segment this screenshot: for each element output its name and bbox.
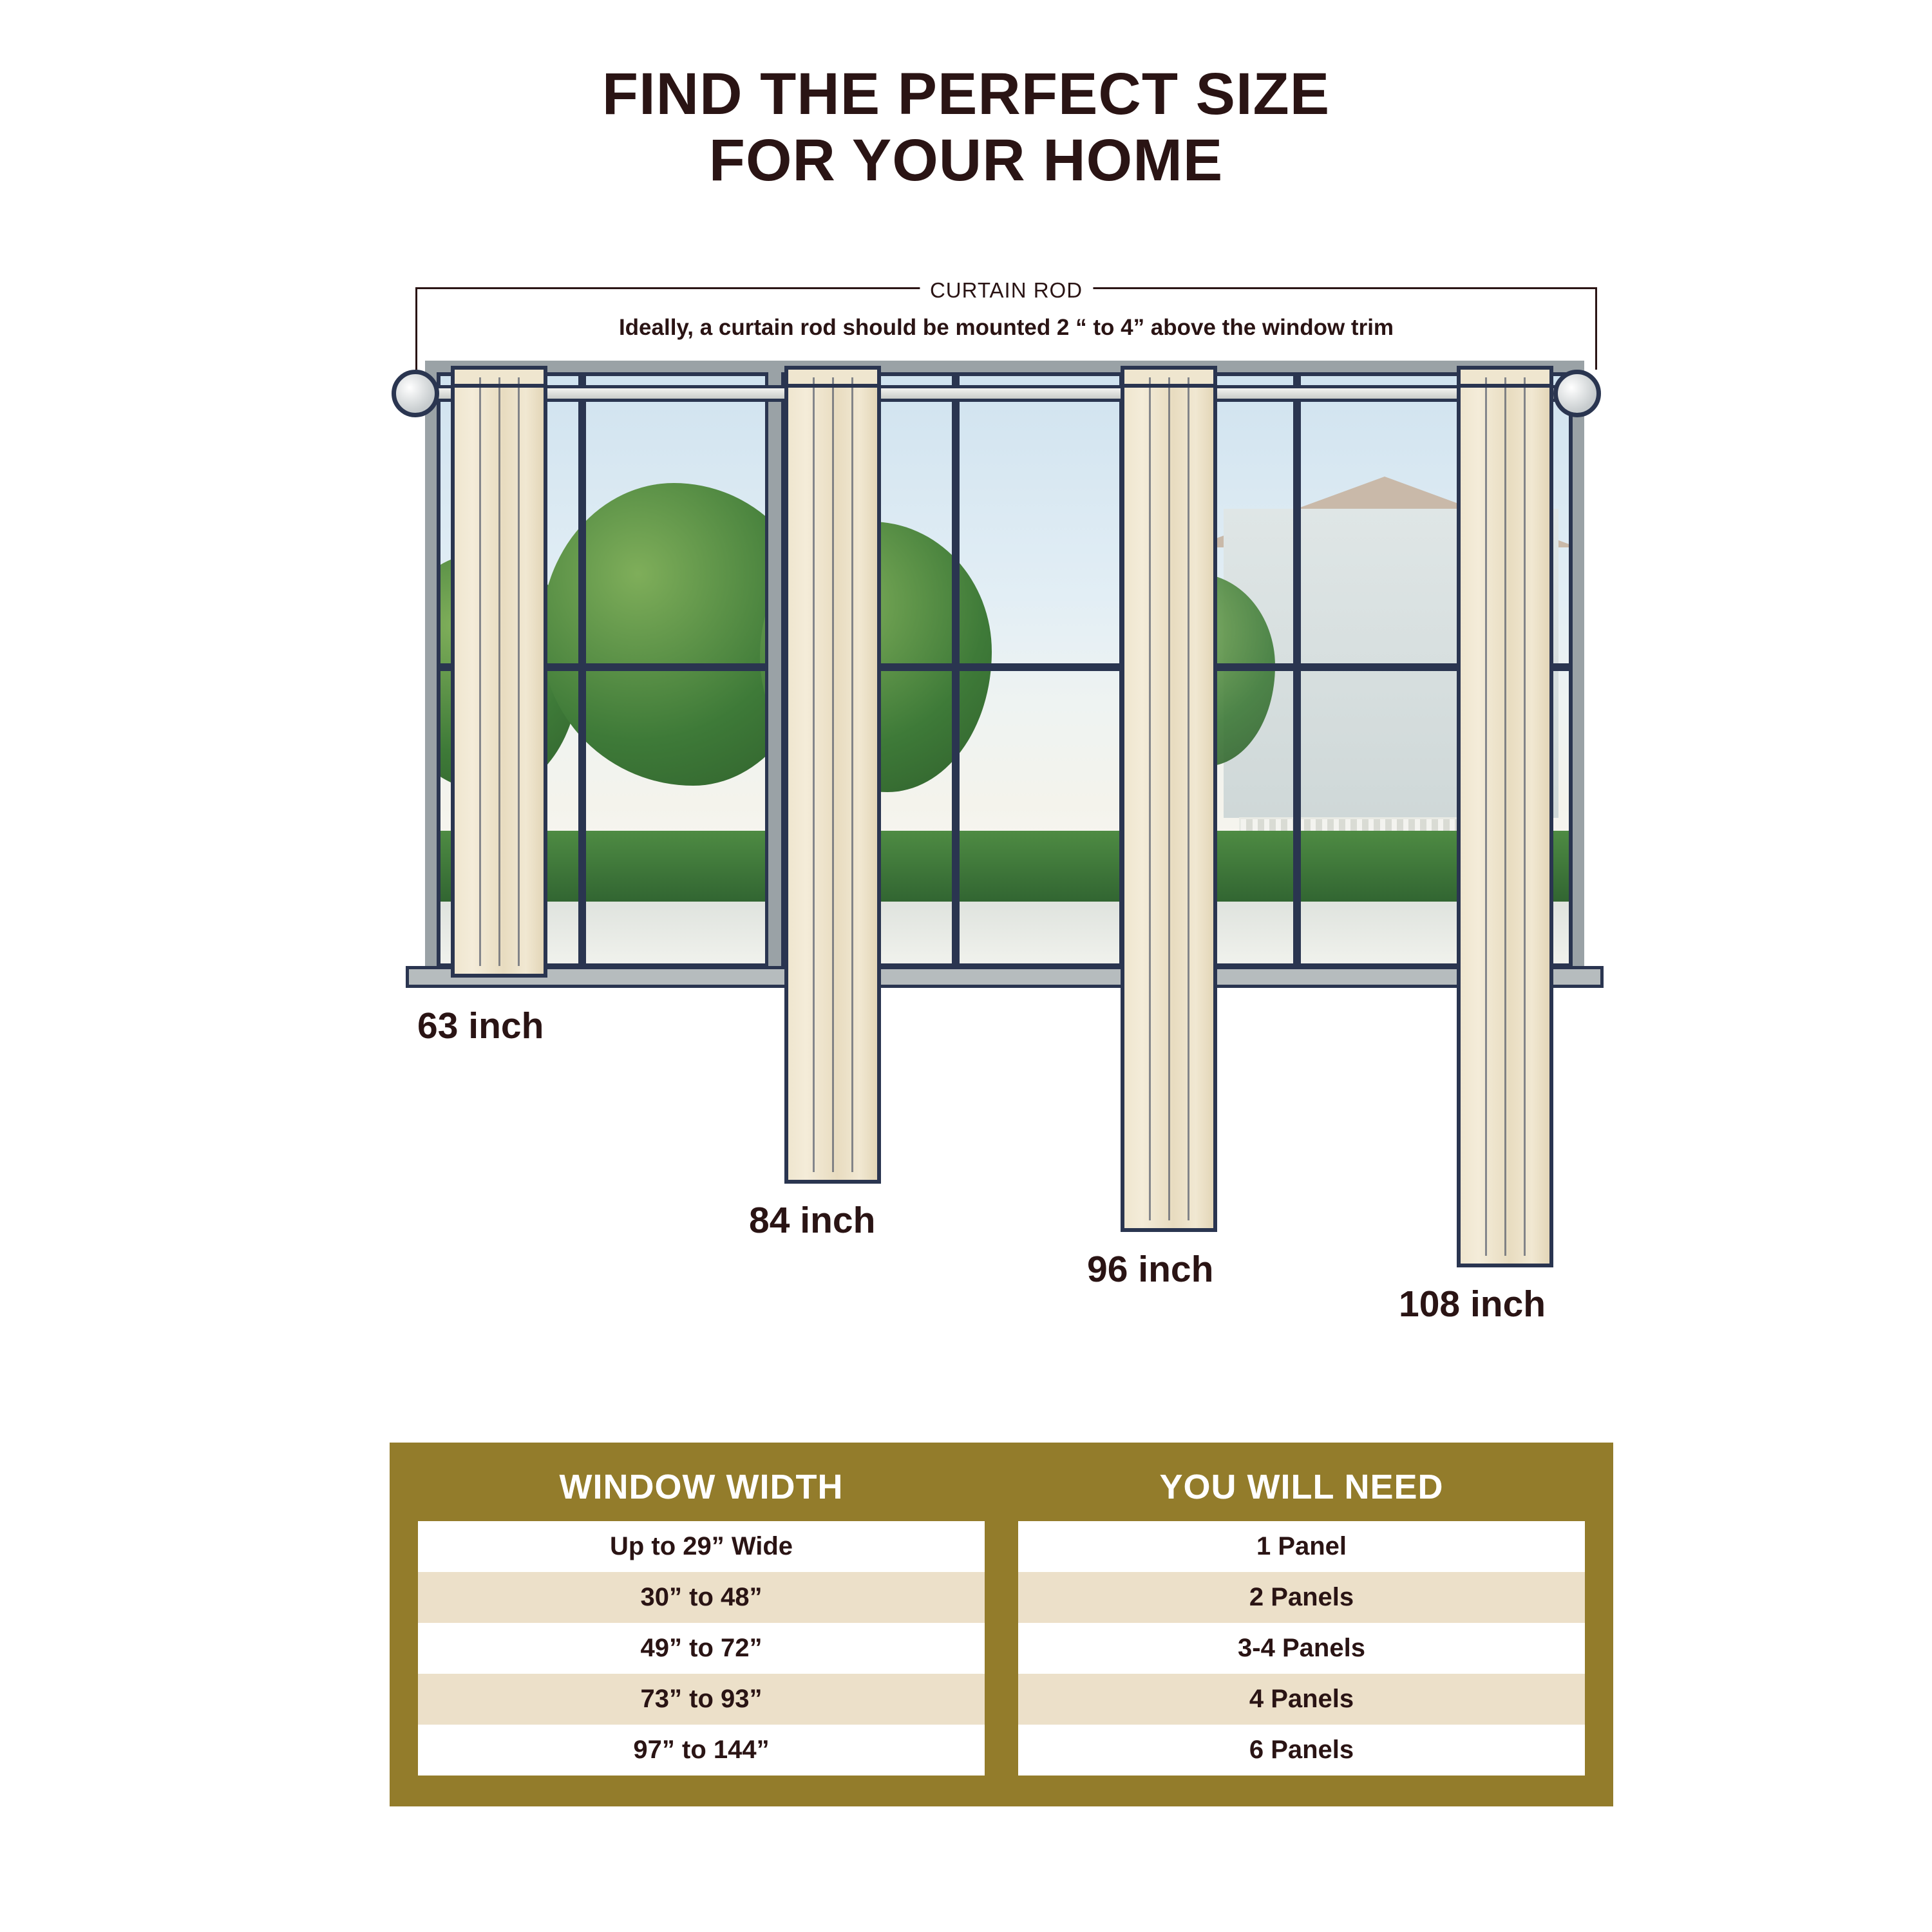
curtain-rod-finial-left-icon [392,370,439,417]
curtain-fold [832,377,834,1172]
table-header-row [418,1461,1585,1521]
curtain-fold [479,377,481,966]
table-row: 2 Panels [1018,1572,1585,1623]
table-header-window-width: WINDOW WIDTH [559,1468,844,1506]
table-row: 97” to 144” [418,1725,985,1776]
curtain-fold [518,377,520,966]
table-row: Up to 29” Wide [418,1521,985,1572]
table-column-window-width [418,1521,985,1776]
curtain-panel-108 [1457,366,1553,1267]
curtain-fold [1524,377,1526,1256]
table-row: 49” to 72” [418,1623,985,1674]
table-column-you-will-need [1018,1521,1585,1776]
panel-size-label-108: 108 inch [1399,1283,1546,1325]
curtain-rod-finial-right-icon [1553,370,1601,417]
title-line-2: FOR YOUR HOME [708,128,1224,194]
curtain-fold [851,377,853,1172]
table-row: 30” to 48” [418,1572,985,1623]
curtain-panel-84 [784,366,881,1184]
title-line-1: FIND THE PERFECT SIZE [601,61,1331,127]
curtain-fold [1149,377,1151,1220]
table-row: 73” to 93” [418,1674,985,1725]
measure-right-tick [1595,287,1597,370]
curtain-rod-note: Ideally, a curtain rod should be mounted 2 “ to 4” above the window trim [610,315,1403,341]
panel-size-label-63: 63 inch [417,1005,544,1046]
window-view-scene [425,361,1584,979]
curtain-fold [1168,377,1170,1220]
curtain-rod-measure-bracket [415,278,1597,368]
curtain-panel-63 [451,366,547,978]
table-row: 3-4 Panels [1018,1623,1585,1674]
curtain-rod-label: CURTAIN ROD [920,278,1093,303]
curtain-fold [498,377,500,966]
table-body [418,1521,1585,1776]
table-row: 6 Panels [1018,1725,1585,1776]
sizing-table [390,1443,1613,1806]
curtain-panel-96 [1121,366,1217,1232]
curtain-fold [1504,377,1506,1256]
curtain-rod [433,385,1579,402]
curtain-fold [813,377,815,1172]
table-header-you-will-need: YOU WILL NEED [1159,1468,1444,1506]
panel-size-label-84: 84 inch [749,1200,876,1241]
curtain-fold [1188,377,1189,1220]
curtain-fold [1485,377,1487,1256]
panel-size-label-96: 96 inch [1087,1249,1214,1290]
hedge [425,831,1584,908]
table-row: 4 Panels [1018,1674,1585,1725]
window-sill [406,966,1604,988]
measure-left-tick [415,287,417,370]
table-row: 1 Panel [1018,1521,1585,1572]
